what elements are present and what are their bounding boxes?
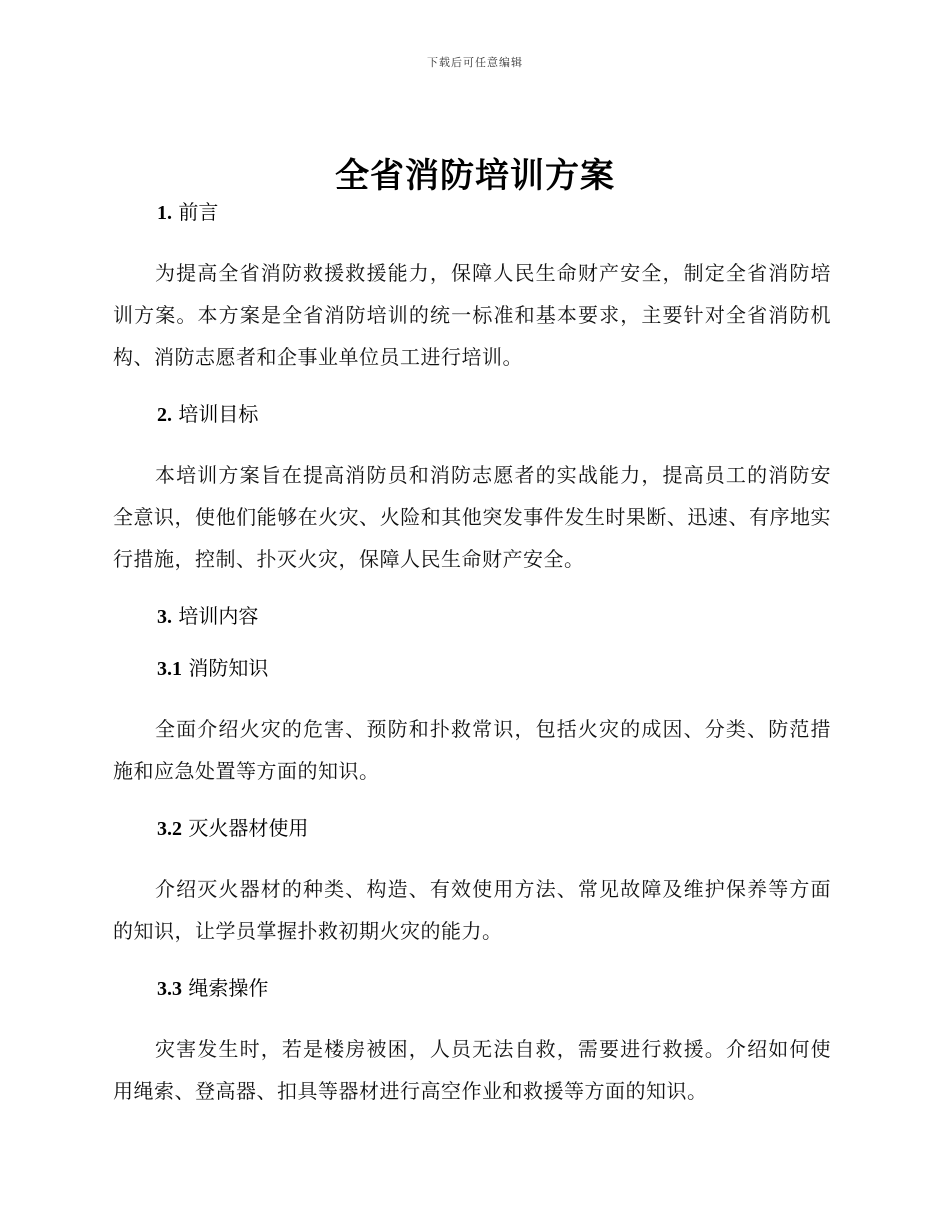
section-title: 消防知识: [188, 656, 269, 680]
section-heading: [113, 196, 831, 228]
section-heading: [113, 600, 831, 632]
section-paragraph: 灾害发生时，若是楼房被困，人员无法自救，需要进行救援。介绍如何使用绳索、登高器、扣具等器材进行高空作业和救援等方面的知识。: [113, 1037, 831, 1103]
section-training-goals: [113, 398, 831, 580]
section-number: 2.: [157, 404, 172, 426]
section-paragraph: 介绍灭火器材的种类、构造、有效使用方法、常见故障及维护保养等方面的知识，让学员掌握扑救初期火灾的能力。: [113, 877, 831, 943]
section-heading: [113, 972, 831, 1004]
section-paragraph: 全面介绍火灾的危害、预防和扑救常识，包括火灾的成因、分类、防范措施和应急处置等方面的知识。: [113, 717, 831, 783]
subsection-rope-operation: [113, 972, 831, 1112]
section-number: 1.: [157, 202, 172, 224]
section-number: 3.3: [157, 978, 182, 1000]
header-note: 下载后可任意编辑: [427, 56, 523, 69]
section-heading: [113, 652, 831, 684]
section-paragraph: 本培训方案旨在提高消防员和消防志愿者的实战能力，提高员工的消防安全意识，使他们能够在火灾、火险和其他突发事件发生时果断、迅速、有序地实行措施，控制、扑灭火灾，保障人民生命财产安全。: [113, 463, 831, 571]
section-number: 3.: [157, 606, 172, 628]
section-title: 培训目标: [178, 402, 259, 426]
section-number: 3.1: [157, 658, 182, 680]
section-number: 3.2: [157, 818, 182, 840]
document-body: [113, 196, 831, 1112]
section-title: 绳索操作: [188, 976, 269, 1000]
subsection-extinguisher-use: [113, 812, 831, 952]
section-title: 前言: [178, 200, 219, 224]
document-title: 全省消防培训方案: [335, 156, 615, 196]
section-heading: [113, 398, 831, 430]
section-preface: [113, 196, 831, 378]
section-title: 灭火器材使用: [188, 816, 309, 840]
section-title: 培训内容: [178, 604, 259, 628]
section-paragraph: 为提高全省消防救援救援能力，保障人民生命财产安全，制定全省消防培训方案。本方案是全省消防培训的统一标准和基本要求，主要针对全省消防机构、消防志愿者和企事业单位员工进行培训。: [113, 261, 831, 369]
subsection-fire-knowledge: [113, 652, 831, 792]
section-training-content: [113, 600, 831, 632]
section-heading: [113, 812, 831, 844]
